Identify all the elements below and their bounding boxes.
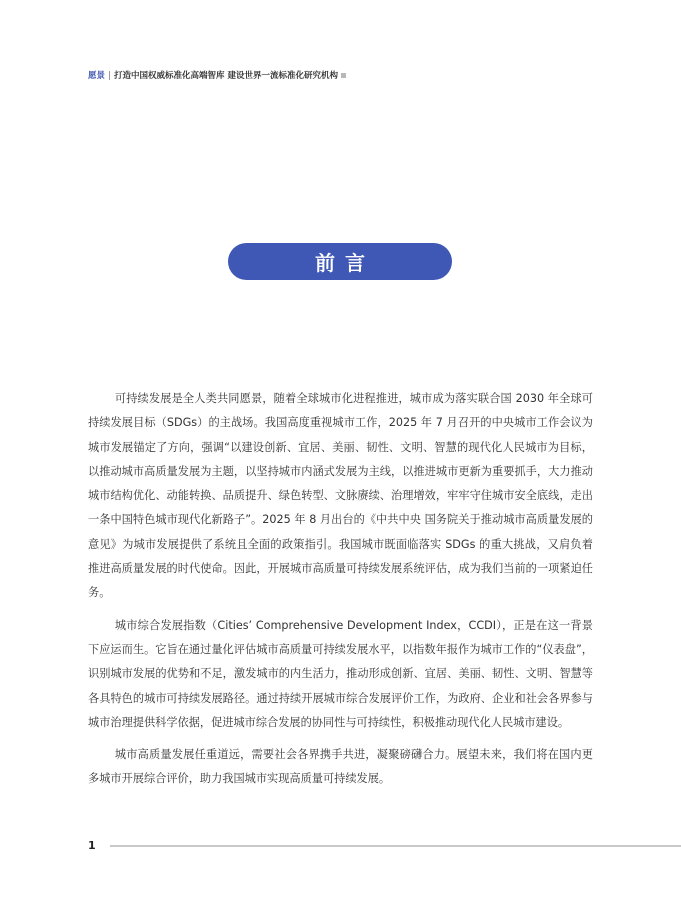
section-title: 前言	[315, 251, 375, 275]
header-vision-label: 愿景	[88, 71, 106, 81]
paragraph-2: 城市综合发展指数（Cities’ Comprehensive Development Index，CCDI），正是在这一背景下应运而生。它旨在通过量化评估城市高质量可持续发展水平，以指数年报作为城市工作的“仪表盘”，识别城市发展的优势和不足，激发城市的内生活力，推动形成创新、宜居、美丽、韧性、文明、智慧等各具特色的城市可持续发展路径。通过持续开展城市综合发展评价工作，为政府、企业和社会各界参与城市治理提供科学依据，促进城市综合发展的协同性与可持续性，积极推动现代化人民城市建设。	[88, 618, 593, 729]
paragraph-1: 可持续发展是全人类共同愿景，随着全球城市化进程推进，城市成为落实联合国 2030 年全球可持续发展目标（SDGs）的主战场。我国高度重视城市工作，2025 年 7 月召开的中央城市工作会议为城市发展锚定了方向，强调“以建设创新、宜居、美丽、韧性、文明、智慧的现代化人民城市为目标，以推动城市高质量发展为主题，以坚持城市内涵式发展为主线，以推进城市更新为重要抓手，大力推动城市结构优化、动能转换、品质提升、绿色转型、文脉赓续、治理增效，牢牢守住城市安全底线，走出一条中国特色城市现代化新路子”。2025 年 8 月出台的《中共中央 国务院关于推动城市高质量发展的意见》为城市发展提供了系统且全面的政策指引。我国城市既面临落实 SDGs 的重大挑战，又肩负着推进高质量发展的时代使命。因此，开展城市高质量可持续发展系统评估，成为我们当前的一项紧迫任务。	[88, 392, 593, 600]
page-number: 1	[88, 839, 96, 852]
running-header	[88, 69, 346, 81]
preface-body	[88, 387, 593, 800]
footer-rule	[110, 845, 681, 847]
header-motto: 打造中国权威标准化高端智库 建设世界一流标准化研究机构	[114, 71, 338, 81]
page-footer	[88, 839, 681, 852]
paragraph-3: 城市高质量发展任重道远，需要社会各界携手共进，凝聚磅礴合力。展望未来，我们将在国内更多城市开展综合评价，助力我国城市实现高质量可持续发展。	[88, 748, 593, 786]
header-square-mark	[341, 73, 346, 78]
header-divider	[109, 71, 110, 80]
section-title-banner	[228, 243, 452, 280]
